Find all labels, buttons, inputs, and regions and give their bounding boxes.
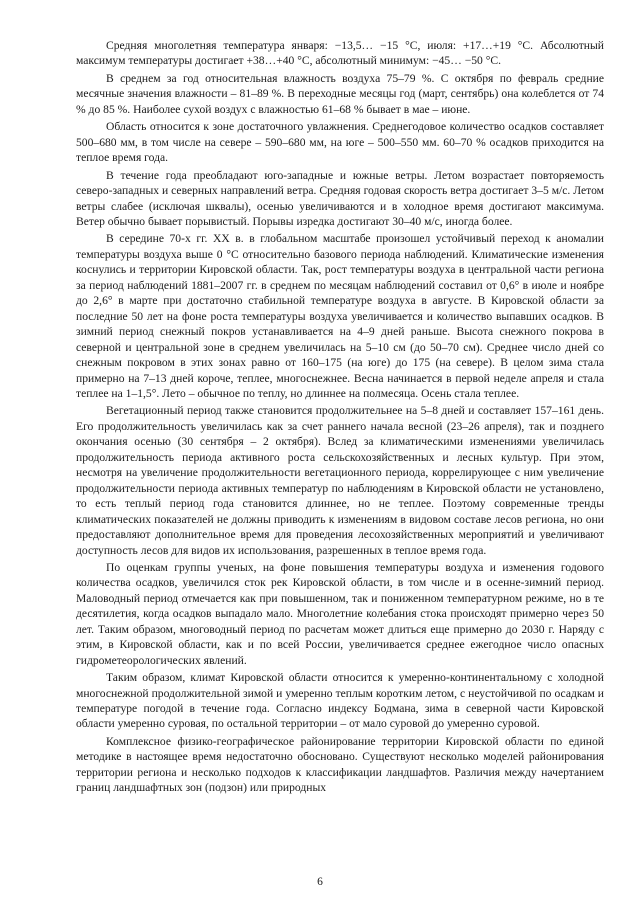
paragraph-precipitation: Область относится к зоне достаточного увлажнения. Среднегодовое количество осадков составляет 500–680 мм, в том числе на севере – 590–680 мм, на юге – 500–550 мм. 60–70 % осадков приходится на теплое время года.	[76, 120, 604, 165]
body-text	[76, 38, 604, 796]
paragraph-winds: В течение года преобладают юго-западные и южные ветры. Летом возрастает повторяемость северо-западных и северных направлений ветра. Средняя годовая скорость ветра достигает 3–5 м/с. Летом ветры слабее (исключая шквалы), осенью увеличиваются и в холодное время достигают максимума. Ветер обычно бывает порывистый. Порывы изредка достигают 30–40 м/с, иногда более.	[76, 168, 604, 228]
paragraph-temperature: Средняя многолетняя температура января: −13,5… −15 °С, июля: +17…+19 °С. Абсолютный максимум температуры достигает +38…+40 °С, абсолютный минимум: −45… −50 °С.	[76, 39, 604, 68]
paragraph-humidity: В среднем за год относительная влажность воздуха 75–79 %. С октября по февраль средние месячные значения влажности – 81–89 %. В переходные месяцы год (март, сентябрь) она колеблется от 74 % до 85 %. Наиболее сухой воздух с влажностью 61–68 % бывает в мае – июне.	[76, 71, 604, 116]
paragraph-climate-change: В середине 70-х гг. XX в. в глобальном масштабе произошел устойчивый переход к аномалии температуры воздуха выше 0 °С относительно базового периода наблюдений. Климатические изменения коснулись и территории Кировской области. Так, рост температуры воздуха в центральной части региона за период наблюдений 1881–2007 гг. в среднем по месяцам наблюдений составил от 0,6° в июле и ноябре до 2,6° в марте при достаточно стабильной температуре воздуха в августе. В Кировской области за последние 50 лет на фоне роста температуры воздуха увеличивается и количество выпавших осадков. В зимний период снежный покров устанавливается на 4–9 дней раньше. Высота снежного покрова в северной и центральной зоне в среднем увеличилась на 5–10 см (до 50–70 см). Среднее число дней со снежным покровом в этих зонах равно от 160–175 (на юге) до 175 (на севере). В целом зима стала примерно на 7–13 дней короче, теплее, многоснежнее. Весна начинается в первой неделе апреля и стала теплее на 1–1,5°. Лето – обычное по теплу, но длиннее на полмесяца. Осень стала теплее.	[76, 232, 604, 400]
paragraph-climate-summary: Таким образом, климат Кировской области относится к умеренно-континентальному с холодной многоснежной продолжительной зимой и умеренно теплым коротким летом, с неустойчивой по осадкам и температуре погодой в течение года. Согласно индексу Бодмана, зима в северной части Кировской области умеренно суровая, по остальной территории – от мало суровой до умеренно суровой.	[76, 671, 604, 731]
paragraph-river-runoff: По оценкам группы ученых, на фоне повышения температуры воздуха и изменения годового количества осадков, увеличился сток рек Кировской области, в том числе и в осенне-зимний период. Маловодный период отмечается как при повышенном, так и пониженном температурном режиме, но в те десятилетия, когда осадков выпадало мало. Многолетние колебания стока происходят примерно через 50 лет. Таким образом, многоводный период по расчетам может длиться еще примерно до 2030 г. Наряду с этим, в Кировской области, как и по всей России, увеличивается среднее ежегодное число опасных гидрометеорологических явлений.	[76, 560, 604, 667]
paragraph-zoning: Комплексное физико-географическое районирование территории Кировской области по единой методике в настоящее время недостаточно обосновано. Существуют несколько моделей районирования территории региона и несколько подходов к классификации ландшафтов. Различия между начертанием границ ландшафтных зон (подзон) или природных	[76, 734, 604, 795]
page-number: 6	[317, 876, 323, 888]
paragraph-vegetation-period: Вегетационный период также становится продолжительнее на 5–8 дней и составляет 157–161 день. Его продолжительность увеличилась как за счет раннего начала весной (23–26 апреля), так и позднего окончания осенью (30 сентября – 2 октября). Вслед за климатическими изменениями увеличилась продолжительность периода активного роста сельскохозяйственных и лесных культур. При этом, несмотря на увеличение продолжительности вегетационного периода, коррелирующее с ним увеличение продолжительности периода активных температур по наблюдениям в Кировской области не установлено, то есть теплый период года становится длиннее, но не теплее. Поэтому современные тренды климатических показателей не должны приводить к изменениям в видовом составе лесов региона, но они предоставляют дополнительное время для проведения лесохозяйственных мероприятий и увеличивают доступность лесов для видов их использования, разрешенных в теплое время года.	[76, 404, 604, 557]
